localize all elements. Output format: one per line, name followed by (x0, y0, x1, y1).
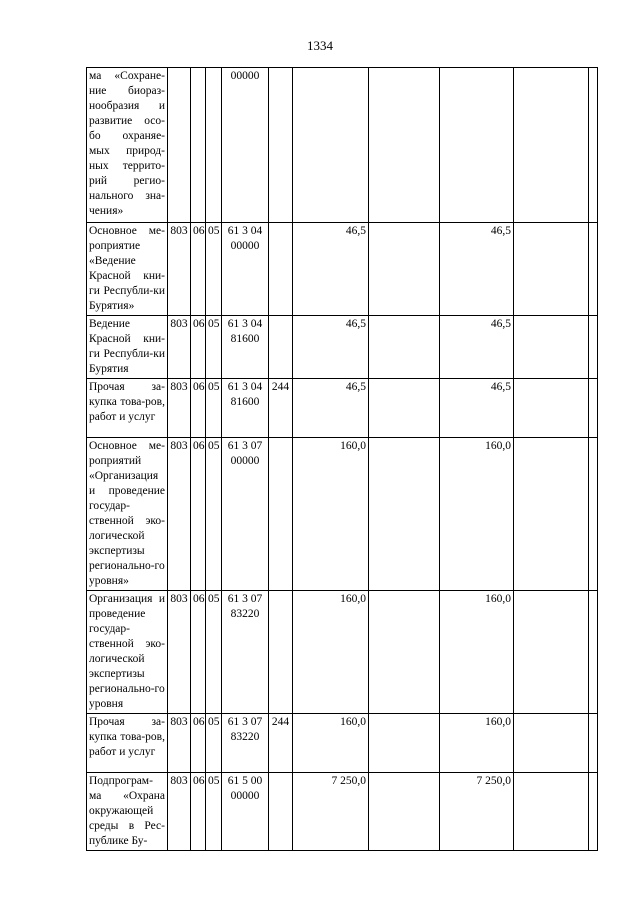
cell-rz: 06 (191, 316, 206, 379)
cell-grbs: 803 (168, 773, 191, 851)
cell-sum1: 46,5 (293, 223, 369, 316)
cell-sum5 (589, 773, 598, 851)
cell-grbs: 803 (168, 714, 191, 773)
cell-sum4 (514, 379, 589, 438)
cell-sum1: 46,5 (293, 316, 369, 379)
cell-sum5 (589, 68, 598, 223)
cell-vr (269, 223, 293, 316)
cell-sum3 (440, 68, 514, 223)
cell-vr (269, 591, 293, 714)
cell-name: ма «Сохране-ние биораз-нообразия и развитие осо-бо охраняе-мых природ-ных террито-рий регио-нального зна-чения» (87, 68, 168, 223)
cell-sum5 (589, 591, 598, 714)
cell-rz (191, 68, 206, 223)
cell-cs: 61 3 04 00000 (222, 223, 269, 316)
cell-name: Прочая за-купка това-ров, работ и услуг (87, 714, 168, 773)
cell-sum1: 46,5 (293, 379, 369, 438)
cell-rz: 06 (191, 223, 206, 316)
cell-pr: 05 (206, 223, 222, 316)
cell-vr: 244 (269, 379, 293, 438)
cell-sum3: 46,5 (440, 379, 514, 438)
cell-grbs (168, 68, 191, 223)
cell-rz: 06 (191, 438, 206, 591)
cell-cs: 61 3 04 81600 (222, 316, 269, 379)
table-row (87, 438, 598, 591)
cell-cs: 61 3 07 83220 (222, 714, 269, 773)
cell-rz: 06 (191, 591, 206, 714)
cell-sum2 (369, 714, 440, 773)
cell-sum1: 7 250,0 (293, 773, 369, 851)
cell-sum4 (514, 223, 589, 316)
cell-vr: 244 (269, 714, 293, 773)
cell-pr: 05 (206, 773, 222, 851)
cell-pr: 05 (206, 714, 222, 773)
cell-sum2 (369, 316, 440, 379)
cell-cs: 61 3 04 81600 (222, 379, 269, 438)
cell-rz: 06 (191, 773, 206, 851)
cell-rz: 06 (191, 379, 206, 438)
cell-pr (206, 68, 222, 223)
cell-sum2 (369, 591, 440, 714)
cell-grbs: 803 (168, 379, 191, 438)
cell-name: Ведение Красной кни-ги Республи-ки Бурятия (87, 316, 168, 379)
cell-pr: 05 (206, 438, 222, 591)
cell-sum3: 7 250,0 (440, 773, 514, 851)
cell-sum1 (293, 68, 369, 223)
table-row (87, 379, 598, 438)
cell-sum4 (514, 316, 589, 379)
cell-cs: 61 3 07 83220 (222, 591, 269, 714)
cell-pr: 05 (206, 591, 222, 714)
cell-cs: 61 5 00 00000 (222, 773, 269, 851)
cell-sum5 (589, 714, 598, 773)
cell-name: Прочая за-купка това-ров, работ и услуг (87, 379, 168, 438)
cell-name: Организация и проведение государ-ственной эко-логической экспертизы регионально-го уровня (87, 591, 168, 714)
cell-sum1: 160,0 (293, 714, 369, 773)
cell-name: Подпрограм-ма «Охрана окружающей среды в Рес-публике Бу- (87, 773, 168, 851)
table-row (87, 68, 598, 223)
cell-pr: 05 (206, 379, 222, 438)
cell-cs: 00000 (222, 68, 269, 223)
table-body (87, 68, 598, 851)
cell-sum4 (514, 714, 589, 773)
cell-name: Основное ме-роприятий «Организация и проведение государ-ственной эко-логической экспертизы регионально-го уровня» (87, 438, 168, 591)
cell-grbs: 803 (168, 316, 191, 379)
cell-sum5 (589, 316, 598, 379)
cell-sum2 (369, 68, 440, 223)
budget-table (86, 67, 598, 851)
cell-grbs: 803 (168, 223, 191, 316)
cell-sum3: 160,0 (440, 714, 514, 773)
cell-sum5 (589, 379, 598, 438)
cell-vr (269, 68, 293, 223)
table-row (87, 773, 598, 851)
cell-vr (269, 438, 293, 591)
cell-grbs: 803 (168, 591, 191, 714)
cell-sum1: 160,0 (293, 591, 369, 714)
cell-sum4 (514, 68, 589, 223)
cell-sum4 (514, 438, 589, 591)
cell-vr (269, 773, 293, 851)
cell-sum4 (514, 591, 589, 714)
cell-sum1: 160,0 (293, 438, 369, 591)
cell-sum3: 46,5 (440, 223, 514, 316)
cell-sum5 (589, 223, 598, 316)
page-number: 1334 (307, 38, 333, 53)
cell-name: Основное ме-роприятие «Ведение Красной кни-ги Республи-ки Бурятия» (87, 223, 168, 316)
cell-cs: 61 3 07 00000 (222, 438, 269, 591)
cell-sum3: 46,5 (440, 316, 514, 379)
cell-sum3: 160,0 (440, 591, 514, 714)
table-row (87, 591, 598, 714)
table-row (87, 223, 598, 316)
cell-sum2 (369, 773, 440, 851)
cell-sum2 (369, 223, 440, 316)
cell-sum4 (514, 773, 589, 851)
cell-sum3: 160,0 (440, 438, 514, 591)
cell-rz: 06 (191, 714, 206, 773)
cell-sum2 (369, 438, 440, 591)
table-row (87, 714, 598, 773)
table-row (87, 316, 598, 379)
cell-sum5 (589, 438, 598, 591)
cell-grbs: 803 (168, 438, 191, 591)
cell-sum2 (369, 379, 440, 438)
cell-vr (269, 316, 293, 379)
cell-pr: 05 (206, 316, 222, 379)
